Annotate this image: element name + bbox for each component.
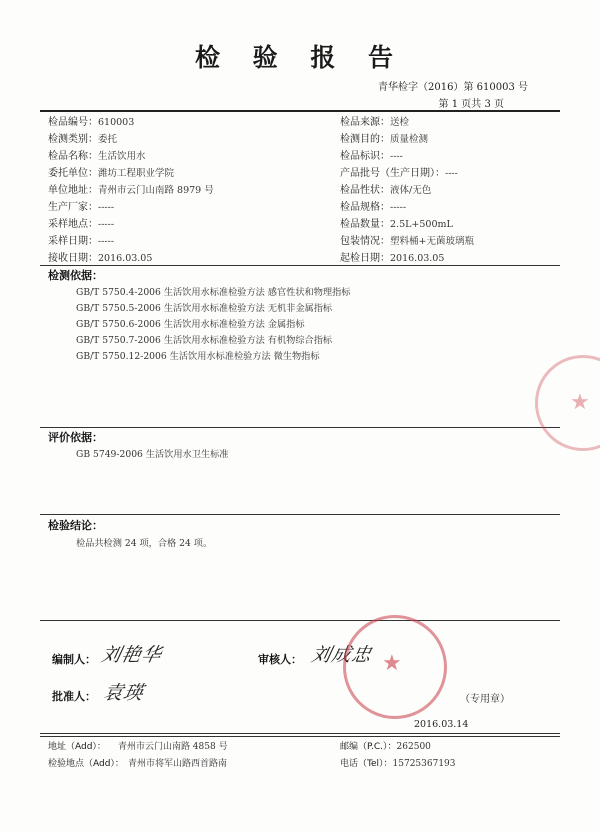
report-date: 2016.03.14	[414, 719, 469, 730]
compiler-label: 编制人：	[52, 653, 96, 666]
evaluation-text: GB 5749-2006 生活饮用水卫生标准	[76, 449, 229, 460]
field-value: 生活饮用水	[98, 151, 146, 162]
field-value: 潍坊工程职业学院	[98, 168, 175, 179]
official-seal-icon	[343, 615, 447, 719]
compiler-signature: 刘艳华	[99, 644, 165, 666]
field-value: -----	[98, 202, 115, 213]
footer-site	[48, 756, 227, 769]
address-value: 青州市云门山南路 4858 号	[117, 742, 228, 752]
site-value: 青州市将军山路西首路南	[127, 759, 227, 769]
footer-address	[48, 739, 228, 752]
field-value: 2016.03.05	[390, 253, 445, 264]
section-divider	[40, 514, 560, 515]
evaluation-title: 评价依据：	[48, 431, 103, 444]
info-row	[48, 113, 134, 128]
footer-tel	[340, 756, 456, 769]
reviewer-label: 审核人：	[258, 653, 302, 666]
field-label: 检品编号：	[48, 117, 98, 128]
field-label: 检测目的：	[340, 134, 390, 145]
field-value: 送检	[390, 117, 410, 128]
info-row	[48, 232, 114, 247]
info-row	[340, 164, 458, 179]
field-label: 检品规格：	[340, 202, 390, 213]
field-value: -----	[98, 219, 115, 230]
footer-rule	[40, 733, 560, 737]
field-value: 质量检测	[390, 134, 429, 145]
field-label: 产品批号（生产日期）：	[340, 168, 445, 179]
field-value: 610003	[98, 117, 135, 128]
info-row	[340, 147, 403, 162]
section-divider	[40, 620, 560, 621]
field-value: ----	[445, 168, 458, 179]
info-row	[340, 198, 406, 213]
edge-seal-star-icon: ★	[570, 390, 590, 415]
site-label: 检验地点（Add）：	[48, 759, 124, 769]
field-value: 委托	[98, 134, 118, 145]
field-value: 塑料桶+无菌玻璃瓶	[390, 236, 474, 247]
basis-item: GB/T 5750.4-2006 生活饮用水标准检验方法 感官性状和物理指标	[76, 287, 351, 298]
field-value: 液体/无色	[390, 185, 432, 196]
field-label: 生产厂家：	[48, 202, 98, 213]
field-label: 检品名称：	[48, 151, 98, 162]
edge-seal-icon	[535, 355, 600, 451]
field-value: 2016.03.05	[98, 253, 153, 264]
info-row	[48, 198, 114, 213]
info-row	[48, 130, 117, 145]
info-row	[48, 181, 214, 196]
conclusion-title: 检验结论：	[48, 519, 103, 532]
info-row	[48, 215, 114, 230]
field-label: 包装情况：	[340, 236, 390, 247]
field-value: ----	[390, 151, 403, 162]
postcode-value: 262500	[396, 742, 431, 752]
field-label: 检品数量：	[340, 219, 390, 230]
footer-postcode	[340, 739, 431, 752]
conclusion-text: 检品共检测 24 项，合格 24 项。	[76, 538, 213, 549]
approver-label: 批准人：	[52, 690, 96, 703]
field-label: 单位地址：	[48, 185, 98, 196]
postcode-label: 邮编（P.C.）：	[340, 742, 397, 752]
section-divider	[40, 427, 560, 428]
field-label: 检品性状：	[340, 185, 390, 196]
info-row	[340, 181, 431, 196]
basis-item: GB/T 5750.5-2006 生活饮用水标准检验方法 无机非金属指标	[76, 303, 333, 314]
page-title: 检 验 报 告	[194, 43, 406, 72]
field-label: 采样日期：	[48, 236, 98, 247]
info-row	[340, 113, 409, 128]
info-row	[340, 232, 474, 247]
seal-label: （专用章）	[460, 694, 510, 705]
field-value: -----	[390, 202, 407, 213]
field-value: 青州市云门山南路 8979 号	[98, 185, 214, 196]
info-row	[48, 147, 146, 162]
basis-title: 检测依据：	[48, 269, 103, 282]
info-row	[340, 130, 428, 145]
page-info: 第 1 页共 3 页	[438, 99, 504, 110]
seal-star-icon: ★	[382, 651, 402, 676]
tel-label: 电话（Tel）：	[340, 759, 393, 769]
basis-item: GB/T 5750.6-2006 生活饮用水标准检验方法 金属指标	[76, 319, 305, 330]
report-number: 青华检字（2016）第 610003 号	[378, 82, 528, 93]
address-label: 地址（Add）：	[48, 742, 106, 752]
info-row	[340, 249, 444, 264]
info-row	[48, 164, 174, 179]
field-value: 2.5L+500mL	[390, 219, 453, 230]
field-label: 起检日期：	[340, 253, 390, 264]
basis-item: GB/T 5750.12-2006 生活饮用水标准检验方法 微生物指标	[76, 351, 320, 362]
info-row	[340, 215, 453, 230]
tel-value: 15725367193	[392, 759, 456, 769]
section-divider	[40, 265, 560, 266]
basis-item: GB/T 5750.7-2006 生活饮用水标准检验方法 有机物综合指标	[76, 335, 333, 346]
field-label: 接收日期：	[48, 253, 98, 264]
field-label: 检品来源：	[340, 117, 390, 128]
reviewer-signature: 刘成忠	[309, 644, 375, 666]
field-label: 检测类别：	[48, 134, 98, 145]
field-value: -----	[98, 236, 115, 247]
field-label: 采样地点：	[48, 219, 98, 230]
header-rule	[40, 110, 560, 112]
field-label: 检品标识：	[340, 151, 390, 162]
info-row	[48, 249, 152, 264]
approver-signature: 袁瑛	[101, 682, 147, 704]
field-label: 委托单位：	[48, 168, 98, 179]
